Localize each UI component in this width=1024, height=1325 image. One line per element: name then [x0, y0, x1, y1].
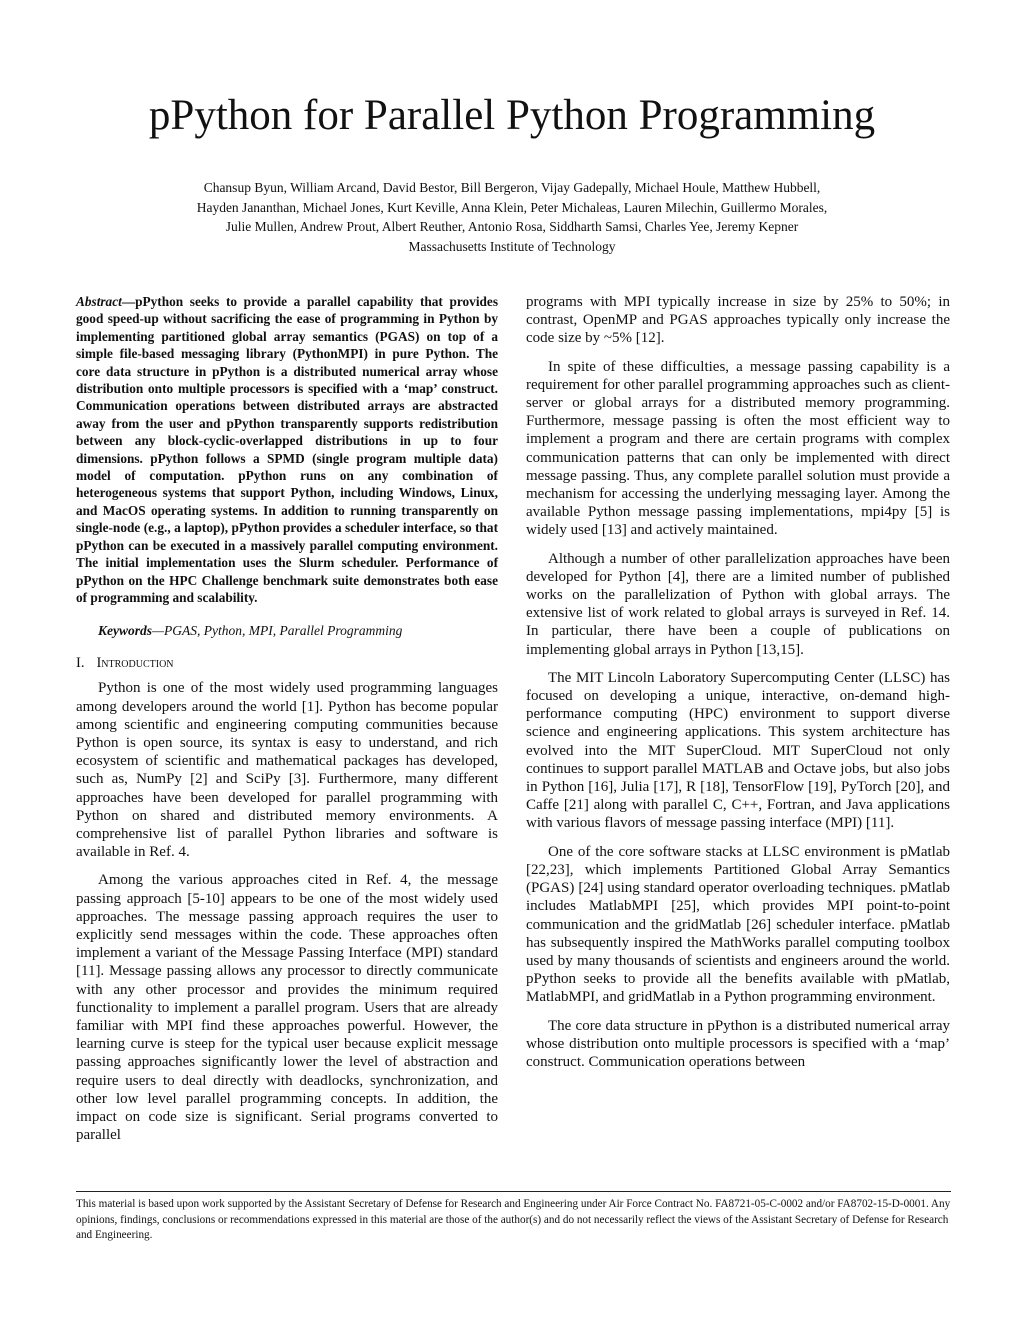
section-title: Introduction	[96, 655, 174, 672]
right-column	[526, 293, 950, 1071]
affiliation: Massachusetts Institute of Technology	[408, 238, 616, 254]
author-line: Chansup Byun, William Arcand, David Bestor, Bill Bergeron, Vijay Gadepally, Michael Houle, Matthew Hubbell,	[203, 180, 821, 195]
footnote: This material is based upon work supported by the Assistant Secretary of Defense for Research and Engineering under Air Force Contract No. FA8721-05-C-0002 and/or FA8702-15-D-0001. Any opinions, findings, conclusions or recommendations expressed in this material are those of the author(s) and do not necessarily reflect the views of the Assistant Secretary of Defense for Research and Engineering.	[76, 1198, 951, 1242]
footnote-divider	[76, 1191, 951, 1192]
keywords	[76, 622, 498, 640]
keywords-text: —PGAS, Python, MPI, Parallel Programming	[152, 623, 403, 639]
body-paragraph: The core data structure in pPython is a distributed numerical array whose distribution onto multiple processors is specified with a ‘map’ construct. Communication operations between	[526, 1017, 950, 1070]
left-column	[76, 293, 498, 1144]
paper-title: pPython for Parallel Python Programming	[148, 92, 876, 139]
body-paragraph: Among the various approaches cited in Ref. 4, the message passing approach [5-10] appears to be one of the most widely used approaches. The message passing approach requires the user to explicitly send messages within the code. These approaches often implement a variant of the Message Passing Interface (MPI) standard [11]. Message passing allows any processor to directly communicate with any other processor and provides the minimum required functionality to implement a parallel program. Users that are already familiar with MPI find these approaches powerful. However, the learning curve is steep for the typical user because explicit message passing approaches significantly lower the level of abstraction and require users to deal directly with deadlocks, synchronization, and other low level parallel programming concepts. In addition, the impact on code size is significant. Serial programs converted to parallel	[76, 872, 498, 1144]
body-paragraph: Although a number of other parallelization approaches have been developed for Python [4], there are a limited number of published works on the parallelization of Python with global arrays. The extensive list of work related to global arrays is surveyed in Ref. 14. In particular, there have been a couple of publications on implementing global arrays in Python [13,15].	[526, 550, 950, 658]
section-heading	[76, 654, 498, 673]
author-line: Julie Mullen, Andrew Prout, Albert Reuther, Antonio Rosa, Siddharth Samsi, Charles Yee, Jeremy Kepner	[225, 219, 799, 234]
abstract-text: —pPython seeks to provide a parallel capability that provides good speed-up without sacrificing the ease of programming in Python by implementing partitioned global array semantics (PGAS) on top of a simple file-based messaging library (PythonMPI) in pure Python. The core data structure in pPython is a distributed numerical array whose distribution onto multiple processors is specified with a ‘map’ construct. Communication operations between distributed arrays are abstracted away from the user and pPython transparently supports redistribution between any block-cyclic-overlapped distributions in up to four dimensions. pPython follows a SPMD (single program multiple data) model of computation. pPython runs on any combination of heterogeneous systems that support Python, including Windows, Linux, and MacOS operating systems. In addition to running transparently on single-node (e.g., a laptop), pPython provides a scheduler interface, so that pPython can be executed in a massively parallel computing environment. The initial implementation uses the Slurm scheduler. Performance of pPython on the HPC Challenge benchmark suite demonstrates both ease of programming and scalability.	[76, 294, 498, 605]
body-paragraph: Python is one of the most widely used programming languages among developers around the world [1]. Python has become popular among scientific and engineering computing communities because Python is open source, its syntax is easy to understand, and rich ecosystem of scientific and mathematical packages has developed, such as, NumPy [2] and SciPy [3]. Furthermore, many different approaches have been developed for parallel programming with Python on shared and distributed memory environments. A comprehensive list of parallel Python libraries and software is available in Ref. 4.	[76, 680, 498, 861]
author-line: Hayden Jananthan, Michael Jones, Kurt Keville, Anna Klein, Peter Michaleas, Lauren Milechin, Guillermo Morales,	[196, 199, 828, 215]
body-paragraph: In spite of these difficulties, a message passing capability is a requirement for other parallel programming approaches such as client-server or global arrays for a distributed memory programming. Furthermore, message passing is often the most efficient way to implement a program and there are certain programs with complex communication patterns that can only be implemented with direct message passing. Thus, any complete parallel solution must provide a mechanism for accessing the underlying messaging layer. Among the available Python message passing implementations, mpi4py [5] is widely used [13] and actively maintained.	[526, 358, 950, 539]
section-number: I.	[76, 655, 85, 672]
body-paragraph: programs with MPI typically increase in size by 25% to 50%; in contrast, OpenMP and PGAS approaches typically only increase the code size by ~5% [12].	[526, 294, 950, 347]
abstract-heading: Abstract	[76, 294, 122, 309]
body-paragraph: The MIT Lincoln Laboratory Supercomputing Center (LLSC) has focused on developing a unique, interactive, on-demand high-performance computing (HPC) environment to support diverse science and engineering applications. This system architecture has evolved into the MIT SuperCloud. MIT SuperCloud not only continues to support parallel MATLAB and Octave jobs, but also jobs in Python [16], Julia [17], R [18], TensorFlow [19], PyTorch [20], and Caffe [21] along with parallel C, C++, Fortran, and Java applications with various flavors of message passing interface (MPI) [11].	[526, 669, 950, 832]
keywords-heading: Keywords	[98, 623, 152, 639]
author-block	[100, 178, 924, 256]
body-paragraph: One of the core software stacks at LLSC environment is pMatlab [22,23], which implements Partitioned Global Array Semantics (PGAS) [24] using standard operator overloading techniques. pMatlab includes MatlabMPI [25], which provides MPI point-to-point communication and the gridMatlab [26] scheduler interface. pMatlab has subsequently inspired the MathWorks parallel computing toolbox used by many thousands of scientists and engineers around the world. pPython seeks to provide all the benefits available with pMatlab, MatlabMPI, and gridMatlab in a Python programming environment.	[526, 843, 950, 1006]
abstract	[76, 293, 498, 606]
